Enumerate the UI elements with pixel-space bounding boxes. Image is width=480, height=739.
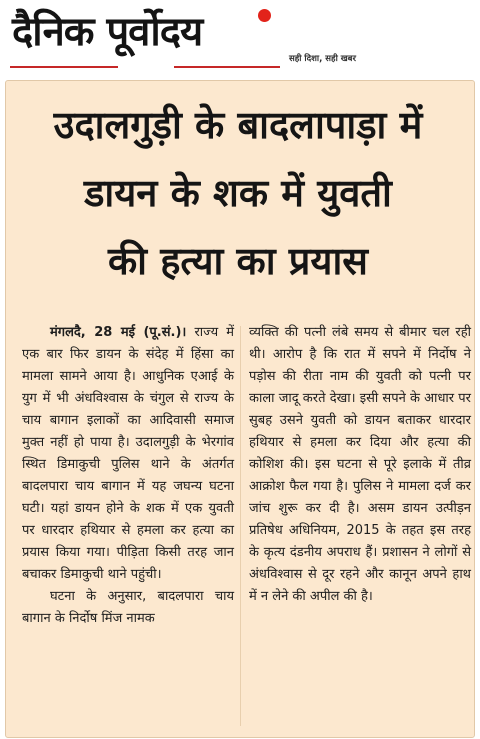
article-paragraph: घटना के अनुसार, बादलपारा चाय बागान के निर्दोष मिंज नामक	[22, 589, 234, 626]
article-right-column	[249, 322, 471, 608]
rule-gap	[118, 65, 174, 69]
headline-line-1: उदालगुड़ी के बादलापाड़ा में	[53, 103, 423, 147]
dateline: मंगलदै, 28 मई (पू.सं.)।	[50, 325, 187, 340]
column-divider	[240, 326, 241, 726]
article-text: राज्य में एक बार फिर डायन के संदेह में हिंसा का मामला सामने आया है। आधुनिक एआई के युग में भी अंधविश्वास के चंगुल से राज्य के चाय बागान इलाकों का आदिवासी समाज मुक्त नहीं हो पाया है। उदालगुड़ी के भेरगांव स्थित डिमाकुची पुलिस थाने के अंतर्गत बादलपारा चाय बागान में यह जघन्य घटना घटी। यहां डायन होने के शक में एक युवती पर धारदार हथियार से हमला कर हत्या का प्रयास किया गया। पीड़िता किसी तरह जान बचाकर डिमाकुची थाने पहुंची।	[22, 325, 234, 582]
headline-line-3: की हत्या का प्रयास	[107, 239, 368, 283]
newspaper-tagline: सही दिशा, सही खबर	[289, 54, 357, 64]
article-paragraph: व्यक्ति की पत्नी लंबे समय से बीमार चल रही थी। आरोप है कि रात में सपने में निर्दोष ने पड़ोस की रीता नाम की युवती को पत्नी पर काला जादू करते देखा। इसी सपने के आधार पर सुबह उसने युवती को डायन बताकर धारदार हथियार से हमला कर दिया और हत्या की कोशिश की। इस घटना से पूरे इलाके में तीव्र आक्रोश फैल गया है। पुलिस ने मामला दर्ज कर जांच शुरू कर दी है। असम डायन उत्पीड़न प्रतिषेध अधिनियम, 2015 के तहत इस तरह के कृत्य दंडनीय अपराध हैं। प्रशासन ने लोगों से अंधविश्वास से दूर रहने और कानून अपने हाथ में न लेने की अपील की है।	[249, 325, 471, 604]
headline-line-2: डायन के शक में युवती	[84, 171, 392, 215]
newspaper-masthead	[0, 0, 480, 76]
article-paragraph	[22, 322, 234, 586]
article-left-column	[22, 322, 234, 630]
logo-dot-icon	[258, 9, 271, 22]
newspaper-logo: दैनिक पूर्वोदय	[12, 9, 203, 55]
